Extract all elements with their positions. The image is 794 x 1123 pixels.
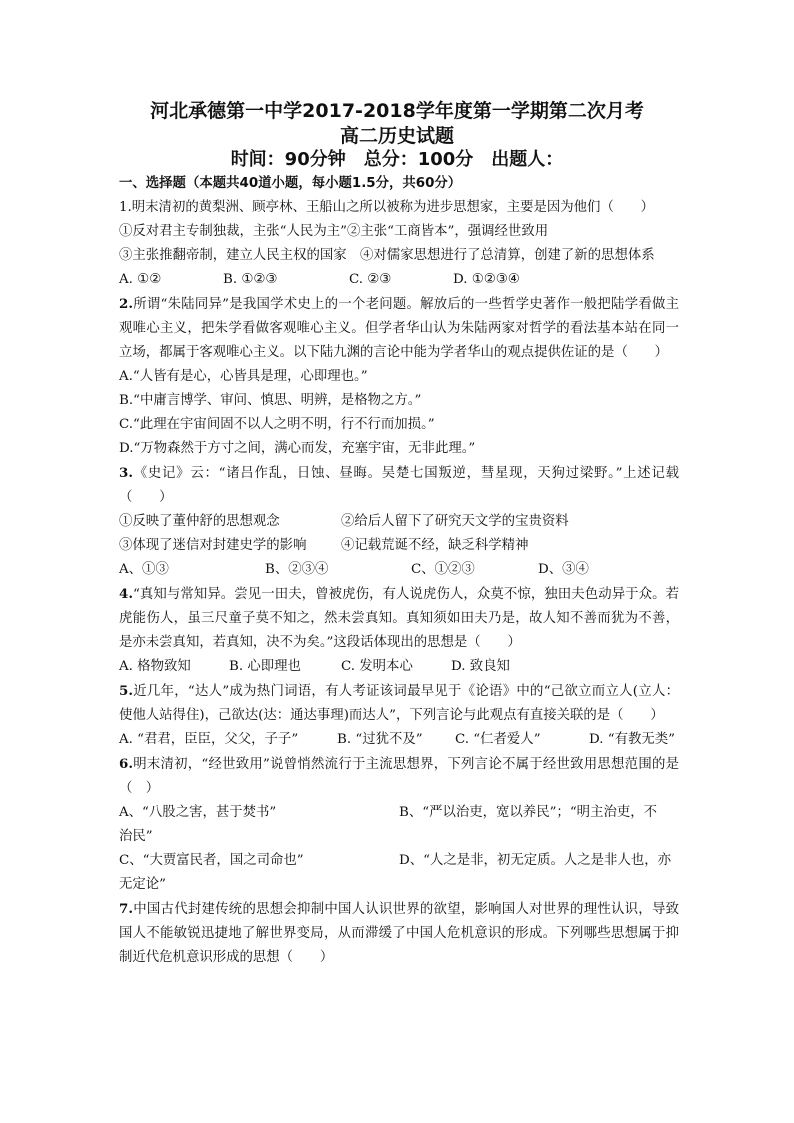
option-c: C、“大贾富民者，国之司命也” [119,853,304,868]
option-a: A、①③ [119,562,169,577]
statement-1: ①反映了董仲舒的思想观念 [119,514,280,529]
exam-content [119,172,679,970]
option-b: B、“严以治吏，宽以养民”；“明主治吏，不 [399,805,658,820]
option-b: B. ①②③ [223,272,278,287]
question-number: 2. [119,296,133,312]
option-c: C. 发明本心 [341,659,413,674]
options-row [119,268,679,292]
question-stem: 6.明末清初，“经世致用”说曾悄然流行于主流思想界，下列言论不属于经世致用思想范围的是（ ） [119,756,679,796]
statement-2: ②给后人留下了研究天文学的宝贵资料 [341,514,569,529]
question-number: 1. [119,200,132,215]
question-4 [119,582,679,679]
option-b: B. 心即理也 [229,659,301,674]
option-a: A、“八股之害，甚于焚书” [119,805,277,820]
option-c: C、①②③ [411,562,475,577]
statement-row [119,510,679,534]
option-d-continued: 无定论” [119,877,167,892]
question-stem: 3.《史记》云：“诸吕作乱，日蚀、昼晦。吴楚七国叛逆，彗星现，天狗过梁野。”上述记载（ ） [119,465,679,505]
question-stem: 2.所谓“朱陆同异”是我国学术史上的一个老问题。解放后的一些哲学史著作一般把陆学看做主观唯心主义，把朱学看做客观唯心主义。但学者华山认为朱陆两家对哲学的看法基本站在同一立场，都属于客观唯心主义。以下陆九渊的言论中能为学者华山的观点提供佐证的是（ ） [119,296,679,360]
option-a: A.“人皆有是心，心皆具是理，心即理也。” [119,369,368,384]
exam-info: 时间：90分钟 总分：100分 出题人： [230,149,564,170]
option-d: D. “有教无类” [589,732,676,747]
options-row [119,655,679,679]
question-stem: 7.中国古代封建传统的思想会抑制中国人认识世界的欲望，影响国人对世界的理性认识，导致国人不能敏锐迅捷地了解世界变局，从而滞缓了中国人危机意识的形成。下列哪些思想属于抑制近代危机意识形成的思想（ ） [119,901,679,965]
question-5 [119,679,679,752]
options-row [119,558,679,582]
option-c: C. ②③ [349,272,392,287]
option-a: A. 格物致知 [119,659,191,674]
option-c: C.“此理在宇宙间固不以人之明不明，行不行而加损。” [119,417,435,432]
section-heading: 一、选择题（本题共40道小题，每小题1.5分，共60分） [119,176,462,191]
statement-line: ①反对君主专制独裁，主张“人民为主”②主张“工商皆本”，强调经世致用 [119,224,549,239]
statement-4: ④记载荒诞不经，缺乏科学精神 [341,538,529,553]
question-7 [119,897,679,970]
statement-3: ③体现了迷信对封建史学的影响 [119,538,307,553]
option-d: D.“万物森然于方寸之间，满心而发，充塞宇宙，无非此理。” [119,441,476,456]
option-d: D. ①②③④ [453,272,520,287]
question-3 [119,461,679,582]
question-stem: 5.近几年，“达人”成为热门词语，有人考证该词最早见于《论语》中的“己欲立而立人(立人：使他人站得住)，己欲达(达：通达事理)而达人”，下列言论与此观点有直接关联的是（ ） [119,683,679,723]
question-number: 3. [119,465,133,481]
option-c: C. “仁者爱人” [455,732,541,747]
option-d: D. 致良知 [451,659,510,674]
question-number: 7. [119,901,133,917]
question-stem: 4.“真知与常知异。尝见一田夫，曾被虎伤，有人说虎伤人，众莫不惊，独田夫色动异于众。若虎能伤人，虽三尺童子莫不知之，然未尝真知。真知须如田夫乃是，故人知不善而犹为不善，是亦未尝真知，若真知，决不为矣。”这段话体现出的思想是（ ） [119,586,679,650]
option-b: B. “过犹不及” [337,732,423,747]
option-d: D、③④ [538,562,589,577]
option-b-continued: 治民” [119,829,153,844]
question-number: 6. [119,756,133,772]
question-6 [119,752,679,897]
option-a: A. ①② [119,272,162,287]
exam-title: 河北承德第一中学2017-2018学年度第一学期第二次月考 [150,100,644,122]
question-number: 4. [119,586,133,602]
question-stem: 1.明末清初的黄梨洲、顾亭林、王船山之所以被称为进步思想家，主要是因为他们（ ） [119,200,655,215]
exam-subtitle: 高二历史试题 [339,125,454,147]
question-1 [119,196,679,292]
question-number: 5. [119,683,133,699]
option-b: B、②③④ [265,562,329,577]
statement-line: ③主张推翻帝制，建立人民主权的国家 ④对儒家思想进行了总清算，创建了新的思想体系 [119,248,655,263]
options-row [119,801,679,825]
option-d: D、“人之是非，初无定质。人之是非人也，亦 [399,853,672,868]
question-2 [119,292,679,461]
statement-row [119,534,679,558]
options-row [119,849,679,873]
option-b: B.“中庸言博学、审问、慎思、明辨，是格物之方。” [119,393,422,408]
options-row [119,728,679,752]
option-a: A. “君君，臣臣，父父，子子” [119,732,299,747]
